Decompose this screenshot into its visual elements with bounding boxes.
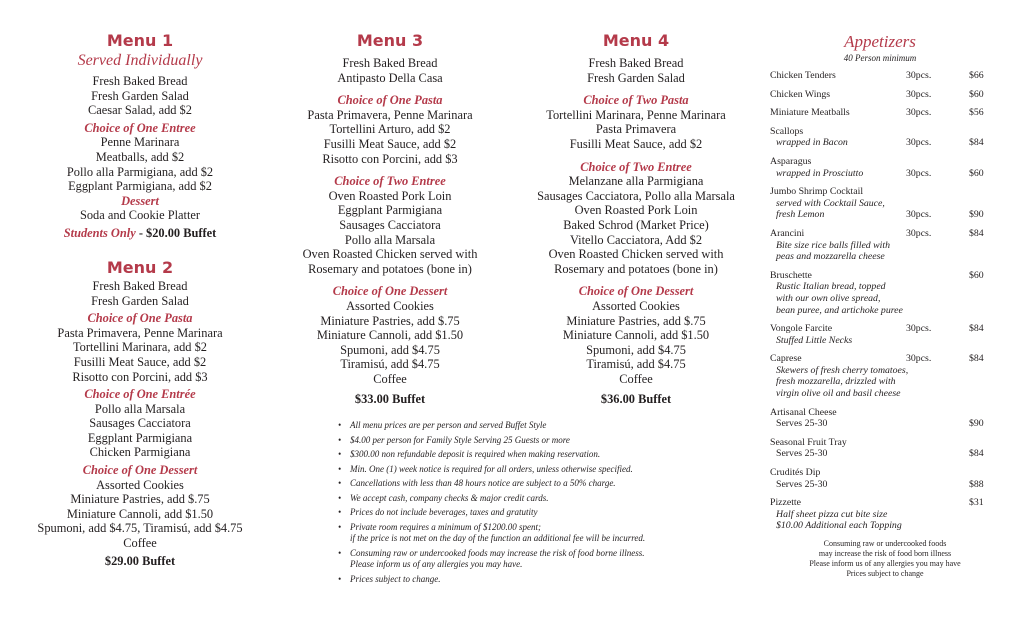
menu-item: Risotto con Porcini, add $3	[322, 151, 458, 166]
appetizer-price: $56	[969, 107, 984, 119]
menu-item: Assorted Cookies	[96, 477, 184, 492]
menu-4-price: $36.00 Buffet	[600, 392, 672, 407]
menu-item: Tortellini Marinara, Penne Marinara	[546, 107, 726, 122]
menu-item: Coffee	[123, 536, 157, 551]
appetizer-row	[770, 323, 1000, 346]
appetizer-quantity: 30pcs.	[906, 167, 932, 179]
appetizer-description: Stuffed Little Necks	[776, 334, 853, 346]
menu-item: Oven Roasted Chicken served with	[548, 247, 724, 262]
menu-item: Oven Roasted Pork Loin	[574, 203, 698, 218]
appetizer-name: Caprese	[770, 353, 802, 365]
appetizer-description: wrapped in Bacon	[776, 137, 848, 149]
menu-item: Sausages Cacciatora	[89, 416, 191, 431]
menu-item: Miniature Cannoli, add $1.50	[316, 328, 464, 343]
appetizer-price: $84	[969, 353, 984, 365]
menu-4-title: Menu 4	[602, 31, 670, 50]
appetizer-quantity: 30pcs.	[906, 107, 932, 119]
appetizer-description: Half sheet pizza cut bite size $10.00 Additional each Topping	[776, 508, 902, 532]
section-heading: Choice of One Entrée	[84, 387, 196, 402]
price-value: - $20.00 Buffet	[138, 225, 217, 240]
appetizer-price: $90	[969, 418, 984, 430]
appetizer-price: $60	[969, 88, 984, 100]
appetizer-price: $60	[969, 269, 984, 281]
section-heading: Choice of Two Entree	[580, 159, 692, 174]
menu-item: Pollo alla Parmigiana, add $2	[66, 164, 214, 179]
menu-item: Fresh Garden Salad	[587, 70, 685, 85]
section-heading: Choice of One Pasta	[87, 311, 193, 326]
menu-item: Chicken Parmigiana	[89, 445, 191, 460]
menu-item: Caesar Salad, add $2	[88, 103, 192, 118]
menu-item: Fusilli Meat Sauce, add $2	[323, 136, 457, 151]
menu-item: Vitello Cacciatora, Add $2	[569, 232, 703, 247]
policy-note: • Prices subject to change.	[336, 574, 736, 586]
appetizer-quantity: 30pcs.	[906, 227, 932, 239]
appetizer-description: Skewers of fresh cherry tomatoes, fresh mozzarella, drizzled with virgin olive oil and basil cheese	[776, 364, 909, 400]
policy-note: • Prices do not include beverages, taxes and gratutity	[336, 507, 736, 519]
menu-item: Pasta Primavera, Penne Marinara	[307, 107, 473, 122]
appetizer-row	[770, 353, 1000, 399]
price-label: Students Only	[63, 225, 136, 240]
appetizer-row	[770, 437, 1000, 460]
menu-item: Pollo alla Marsala	[94, 401, 186, 416]
appetizer-name: Arancini	[770, 227, 805, 239]
menu-item: Oven Roasted Chicken served with	[302, 247, 478, 262]
menu-item: Risotto con Porcini, add $3	[72, 369, 208, 384]
section-heading: Choice of One Entree	[84, 120, 196, 135]
menu-item: Pasta Primavera	[595, 122, 677, 137]
appetizer-name: Asparagus	[770, 155, 812, 167]
appetizer-name: Pizzette	[770, 497, 802, 509]
policy-note: • We accept cash, company checks & major credit cards.	[336, 493, 736, 505]
policy-note: • Consuming raw or undercooked foods may increase the risk of food borne illness. Please inform us of any allergies you may have.	[336, 548, 736, 571]
appetizer-price: $84	[969, 137, 984, 149]
appetizer-price: $66	[969, 70, 984, 81]
policy-notes	[336, 420, 736, 588]
menu-item: Spumoni, add $4.75	[340, 342, 440, 357]
menu-item: Miniature Pastries, add $.75	[566, 313, 706, 328]
section-heading: Choice of Two Entree	[334, 174, 446, 189]
policy-note: • Private room requires a minimum of $1200.00 spent; if the price is not met on the day of the function an additional fee will be incurred.	[336, 522, 736, 545]
appetizer-row	[770, 89, 1000, 101]
menu-item: Rosemary and potatoes (bone in)	[554, 261, 718, 276]
menu-item: Assorted Cookies	[346, 298, 434, 313]
menu-item: Eggplant Parmigiana, add $2	[68, 179, 212, 194]
menu-item: Tiramisú, add $4.75	[586, 357, 686, 372]
appetizer-price: $60	[969, 167, 984, 179]
appetizer-description: Serves 25-30	[776, 448, 828, 460]
appetizers-list	[770, 70, 1000, 532]
policy-note: • $300.00 non refundable deposit is required when making reservation.	[336, 449, 736, 461]
menu-item: Eggplant Parmigiana	[337, 203, 443, 218]
menu-column-4	[520, 30, 752, 407]
menu-item: Tortellini Marinara, add $2	[72, 340, 207, 355]
appetizer-row	[770, 228, 1000, 263]
menu-item: Miniature Cannoli, add $1.50	[66, 506, 214, 521]
appetizer-row	[770, 407, 1000, 430]
appetizer-description: Bite size rice balls filled with peas and mozzarella cheese	[776, 239, 891, 263]
appetizer-price: $88	[969, 478, 984, 490]
policy-note: • All menu prices are per person and served Buffet Style	[336, 420, 736, 432]
appetizer-price: $84	[969, 448, 984, 460]
menu-item: Coffee	[373, 371, 407, 386]
menu-item: Meatballs, add $2	[95, 149, 185, 164]
menu-item: Spumoni, add $4.75	[586, 342, 686, 357]
menu-item: Fresh Baked Bread	[92, 74, 188, 88]
section-heading: Choice of One Dessert	[578, 284, 694, 299]
appetizer-quantity: 30pcs.	[906, 209, 932, 221]
menu-item: Coffee	[619, 371, 653, 386]
appetizer-name: Chicken Tenders	[770, 70, 836, 81]
appetizers-subtitle: 40 Person minimum	[843, 53, 917, 63]
appetizer-quantity: 30pcs.	[906, 70, 932, 81]
section-heading: Choice of One Dessert	[332, 284, 448, 299]
appetizer-description: served with Cocktail Sauce, fresh Lemon	[776, 197, 885, 221]
menu-3-title: Menu 3	[356, 31, 424, 50]
appetizer-price: $84	[969, 227, 984, 239]
menu-item: Fresh Garden Salad	[91, 88, 189, 103]
appetizers-title: Appetizers	[844, 32, 916, 51]
section-heading: Choice of Two Pasta	[583, 93, 689, 108]
appetizers-footer: Consuming raw or undercooked foods may increase the risk of food born illness Please inform us of any allergies you may have Prices subject to change	[809, 539, 961, 578]
menu-2-price: $29.00 Buffet	[104, 553, 176, 568]
appetizer-row	[770, 186, 1000, 221]
appetizer-price: $31	[969, 497, 984, 509]
appetizer-row	[770, 497, 1000, 532]
appetizers-column	[770, 32, 1000, 579]
menu-item: Fusilli Meat Sauce, add $2	[569, 136, 703, 151]
menu-item: Fresh Baked Bread	[342, 56, 438, 70]
menu-item: Rosemary and potatoes (bone in)	[308, 261, 472, 276]
menu-item: Antipasto Della Casa	[337, 70, 443, 85]
appetizer-quantity: 30pcs.	[906, 88, 932, 100]
appetizer-quantity: 30pcs.	[906, 353, 932, 365]
appetizer-price: $84	[969, 323, 984, 335]
menu-item: Eggplant Parmigiana	[87, 430, 193, 445]
section-heading: Choice of One Pasta	[337, 93, 443, 108]
menu-item: Penne Marinara	[100, 135, 180, 150]
menu-item: Sausages Cacciatora, Pollo alla Marsala	[537, 188, 735, 203]
appetizer-row	[770, 270, 1000, 316]
menu-item: Pollo alla Marsala	[344, 232, 436, 247]
appetizer-row	[770, 156, 1000, 179]
menu-item: Fresh Garden Salad	[91, 293, 189, 308]
appetizer-name: Vongole Farcite	[770, 323, 833, 335]
appetizer-row	[770, 467, 1000, 490]
appetizer-name: Seasonal Fruit Tray	[770, 436, 847, 448]
appetizer-price: $90	[969, 209, 984, 221]
appetizer-quantity: 30pcs.	[906, 137, 932, 149]
appetizer-row	[770, 126, 1000, 149]
menu-item: Oven Roasted Pork Loin	[328, 188, 452, 203]
menu-item: Spumoni, add $4.75, Tiramisú, add $4.75	[37, 521, 243, 536]
menu-item: Soda and Cookie Platter	[79, 208, 201, 223]
appetizer-row	[770, 107, 1000, 119]
appetizer-name: Scallops	[770, 125, 804, 137]
menu-3-price: $33.00 Buffet	[354, 392, 426, 407]
section-heading: Dessert	[121, 193, 159, 208]
menu-item: Miniature Pastries, add $.75	[70, 492, 210, 507]
appetizer-name: Artisanal Cheese	[770, 406, 837, 418]
policy-note: • Min. One (1) week notice is required for all orders, unless otherwise specified.	[336, 464, 736, 476]
appetizer-row	[770, 70, 1000, 82]
menu-column-1	[20, 30, 260, 569]
menu-item: Melanzane alla Parmigiana	[568, 174, 704, 189]
menu-item: Sausages Cacciatora	[339, 217, 441, 232]
menu-item: Assorted Cookies	[592, 298, 680, 313]
policy-note: • Cancellations with less than 48 hours notice are subject to a 50% charge.	[336, 478, 736, 490]
menu-1-price	[20, 226, 260, 241]
appetizer-name: Miniature Meatballs	[770, 107, 850, 119]
menu-item: Miniature Pastries, add $.75	[320, 313, 460, 328]
menu-item: Miniature Cannoli, add $1.50	[562, 328, 710, 343]
menu-item: Pasta Primavera, Penne Marinara	[57, 325, 223, 340]
appetizer-description: Serves 25-30	[776, 418, 828, 430]
menu-1-subtitle: Served Individually	[77, 52, 203, 69]
appetizer-quantity: 30pcs.	[906, 323, 932, 335]
menu-item: Fusilli Meat Sauce, add $2	[73, 354, 207, 369]
appetizer-name: Jumbo Shrimp Cocktail	[770, 186, 864, 198]
appetizer-name: Chicken Wings	[770, 88, 831, 100]
appetizer-description: Serves 25-30	[776, 478, 828, 490]
menu-item: Tortellini Arturo, add $2	[329, 122, 451, 137]
appetizer-name: Crudités Dip	[770, 467, 821, 479]
appetizer-name: Bruschette	[770, 269, 812, 281]
menu-column-3	[272, 30, 508, 407]
appetizer-description: wrapped in Prosciutto	[776, 167, 864, 179]
menu-1-title: Menu 1	[106, 31, 174, 50]
menu-item: Fresh Baked Bread	[92, 278, 188, 293]
menu-2-title: Menu 2	[106, 257, 174, 277]
menu-item: Fresh Baked Bread	[588, 56, 684, 70]
menu-item: Baked Schrod (Market Price)	[563, 217, 709, 232]
appetizer-description: Rustic Italian bread, topped with our own olive spread, bean puree, and artichoke puree	[776, 281, 903, 316]
section-heading: Choice of One Dessert	[82, 463, 198, 478]
policy-note: • $4.00 per person for Family Style Serving 25 Guests or more	[336, 435, 736, 447]
menu-item: Tiramisú, add $4.75	[340, 357, 440, 372]
